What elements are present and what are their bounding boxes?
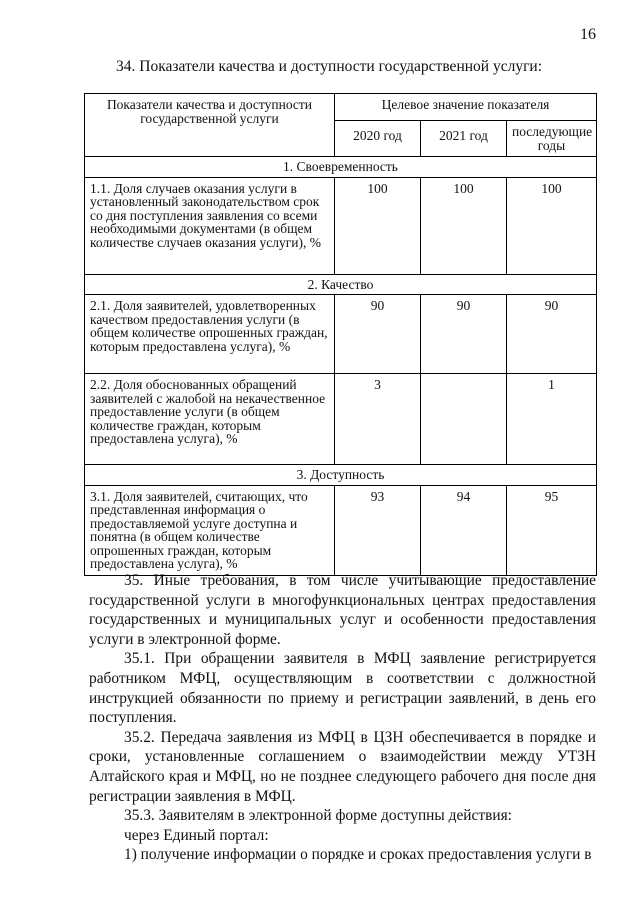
value-2021: 94 xyxy=(421,485,507,575)
group-row xyxy=(85,465,597,486)
value-2021 xyxy=(421,374,507,465)
table-row xyxy=(85,374,597,465)
group-row xyxy=(85,274,597,295)
paragraph-35-1: 35.1. При обращении заявителя в МФЦ заявление регистрируется работником МФЦ, осуществляющим в соответствии с должностной инструкцией обязанности по приему и регистрации заявлений, в день его поступления. xyxy=(89,650,596,727)
paragraph-item-1: 1) получение информации о порядке и сроках предоставления услуги в xyxy=(124,846,592,864)
table-header-row xyxy=(85,94,597,121)
value-2021: 90 xyxy=(421,295,507,374)
group-row xyxy=(85,157,597,178)
value-next: 1 xyxy=(507,374,597,465)
value-2021: 100 xyxy=(421,177,507,274)
indicator-text: 2.2. Доля обоснованных обращений заявителей с жалобой на некачественное предоставление услуги (в общем количестве граждан, которым предоставлена услуга), % xyxy=(85,374,335,465)
value-next: 90 xyxy=(507,295,597,374)
body-text xyxy=(89,571,596,865)
header-year-2021: 2021 год xyxy=(421,121,507,157)
table-row xyxy=(85,485,597,575)
group-title-timeliness: 1. Своевременность xyxy=(85,157,597,178)
value-next: 95 xyxy=(507,485,597,575)
header-year-2020: 2020 год xyxy=(335,121,421,157)
value-2020: 90 xyxy=(335,295,421,374)
section-title: 34. Показатели качества и доступности государственной услуги: xyxy=(116,58,543,75)
page-number: 16 xyxy=(580,26,596,43)
paragraph-portal: через Единый портал: xyxy=(124,826,269,844)
paragraph-35-2: 35.2. Передача заявления из МФЦ в ЦЗН обеспечивается в порядке и сроки, установленные соглашением о взаимодействии между УТЗН Алтайского края и МФЦ, но не позднее следующего рабочего дня после дня регистрации заявления в МФЦ. xyxy=(89,728,596,805)
paragraph-35: 35. Иные требования, в том числе учитывающие предоставление государственной услуги в многофункциональных центрах предоставления государственных и муниципальных услуг и особенности предоставления услуги в электронной форме. xyxy=(89,572,596,648)
header-indicators: Показатели качества и доступности государственной услуги xyxy=(85,94,335,157)
value-2020: 3 xyxy=(335,374,421,465)
header-year-next: последующие годы xyxy=(507,121,597,157)
indicator-text: 3.1. Доля заявителей, считающих, что представленная информация о предоставляемой услуге доступна и понятна (в общем количестве опрошенных граждан, которым предоставлена услуга), % xyxy=(85,485,335,575)
paragraph-35-3: 35.3. Заявителям в электронной форме доступны действия: xyxy=(124,807,512,825)
value-2020: 93 xyxy=(335,485,421,575)
indicator-text: 2.1. Доля заявителей, удовлетворенных качеством предоставления услуги (в общем количестве опрошенных граждан, которым предоставлена услуга), % xyxy=(85,295,335,374)
value-next: 100 xyxy=(507,177,597,274)
value-2020: 100 xyxy=(335,177,421,274)
quality-indicators-table xyxy=(84,93,597,576)
header-target-value: Целевое значение показателя xyxy=(335,94,597,121)
group-title-quality: 2. Качество xyxy=(85,274,597,295)
table-row xyxy=(85,177,597,274)
table-row xyxy=(85,295,597,374)
indicator-text: 1.1. Доля случаев оказания услуги в установленный законодательством срок со дня поступления заявления со всеми необходимыми документами (в общем количестве случаев оказания услуги), % xyxy=(85,177,335,274)
group-title-accessibility: 3. Доступность xyxy=(85,465,597,486)
